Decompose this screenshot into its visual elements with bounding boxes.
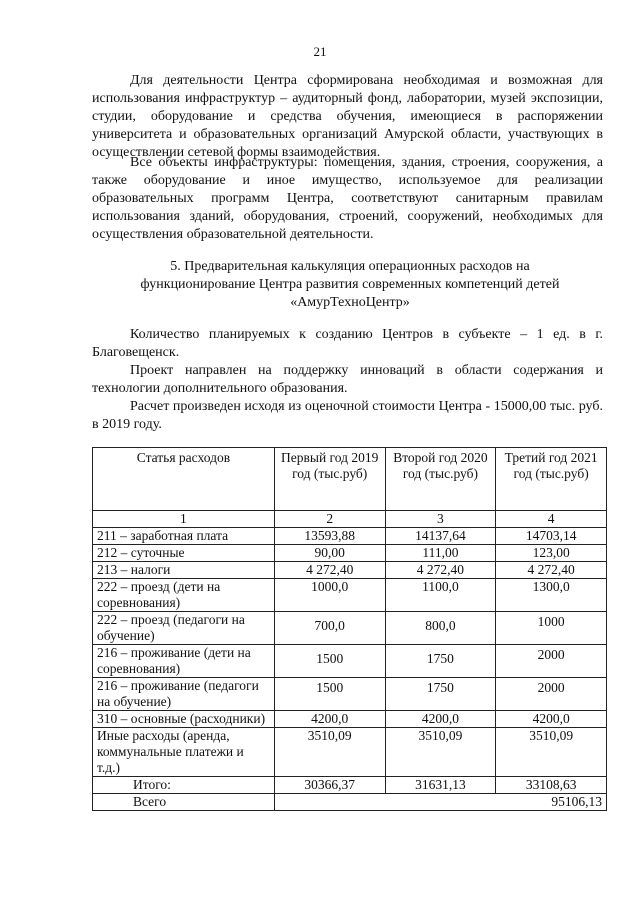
row-value-2019: 3510,09: [274, 728, 385, 777]
grand-total-value: 95106,13: [274, 794, 606, 811]
row-value-2021: 4 272,40: [496, 562, 607, 579]
header-year-2: Второй год 2020 год (тыс.руб): [385, 448, 496, 511]
table-row: [93, 678, 607, 711]
grand-total-row: [93, 794, 607, 811]
section-heading-line-2: функционирование Центра развития современных компетенций детей: [140, 277, 560, 292]
row-value-2021: 3510,09: [496, 728, 607, 777]
table-row: [93, 579, 607, 612]
row-value-2020: 3510,09: [385, 728, 496, 777]
row-item: 310 – основные (расходники): [93, 711, 275, 728]
row-value-2021: 14703,14: [496, 528, 607, 545]
column-number: 3: [385, 511, 496, 528]
row-value-2021: 1300,0: [496, 579, 607, 612]
header-year-1: Первый год 2019 год (тыс.руб): [274, 448, 385, 511]
table-header-row: [93, 448, 607, 511]
table-row: [93, 562, 607, 579]
row-value-2020: 4 272,40: [385, 562, 496, 579]
table-row: [93, 545, 607, 562]
row-value-2020: 1750: [385, 645, 496, 678]
grand-total-label: Всего: [93, 794, 275, 811]
row-value-2019: 4 272,40: [274, 562, 385, 579]
expenses-table: [92, 447, 607, 811]
table-row: [93, 728, 607, 777]
row-item: 211 – заработная плата: [93, 528, 275, 545]
row-value-2021: 123,00: [496, 545, 607, 562]
page-number: 21: [313, 44, 327, 59]
row-value-2019: 13593,88: [274, 528, 385, 545]
row-item: Иные расходы (аренда, коммунальные платежи и т.д.): [93, 728, 275, 777]
row-value-2020: 14137,64: [385, 528, 496, 545]
total-value-2021: 33108,63: [496, 777, 607, 794]
row-item: 216 – проживание (педагоги на обучение): [93, 678, 275, 711]
row-value-2020: 1750: [385, 678, 496, 711]
table-row: [93, 612, 607, 645]
row-item: 213 – налоги: [93, 562, 275, 579]
table-row: [93, 711, 607, 728]
total-value-2020: 31631,13: [385, 777, 496, 794]
table-row: [93, 645, 607, 678]
total-label: Итого:: [93, 777, 275, 794]
row-value-2021: 2000: [496, 645, 607, 678]
row-item: 222 – проезд (дети на соревнования): [93, 579, 275, 612]
paragraph-project-aim: Проект направлен на поддержку инноваций в области содержания и технологии дополнительного образования.: [92, 363, 603, 396]
paragraph-infrastructure: Для деятельности Центра сформирована необходимая и возможная для использования инфраструктур – аудиторный фонд, лаборатории, музей экспозиции, студии, оборудование и средства обучения, имеющиеся в распоряжении университета и образовательных организаций Амурской области, участвующих в осуществлении сетевой формы взаимодействия.: [92, 73, 603, 160]
row-value-2020: 4200,0: [385, 711, 496, 728]
paragraph-calculation: Расчет произведен исходя из оценочной стоимости Центра - 15000,00 тыс. руб. в 2019 году.: [92, 399, 603, 432]
column-number: 2: [274, 511, 385, 528]
paragraph-centers-count: Количество планируемых к созданию Центров в субъекте – 1 ед. в г. Благовещенск.: [92, 327, 603, 360]
row-item: 222 – проезд (педагоги на обучение): [93, 612, 275, 645]
column-number: 4: [496, 511, 607, 528]
header-item: Статья расходов: [93, 448, 275, 511]
row-value-2019: 4200,0: [274, 711, 385, 728]
column-number: 1: [93, 511, 275, 528]
paragraph-objects: Все объекты инфраструктуры: помещения, здания, строения, сооружения, а также оборудование и иное имущество, используемое для реализации образовательных программ Центра, соответствуют санитарным правилам использования зданий, оборудования, строений, сооружений, необходимых для осуществления образовательной деятельности.: [92, 155, 603, 242]
row-value-2020: 800,0: [385, 612, 496, 645]
table-row: [93, 528, 607, 545]
row-value-2020: 1100,0: [385, 579, 496, 612]
row-value-2019: 700,0: [274, 612, 385, 645]
row-value-2021: 4200,0: [496, 711, 607, 728]
row-value-2021: 2000: [496, 678, 607, 711]
row-item: 216 – проживание (дети на соревнования): [93, 645, 275, 678]
section-heading-line-1: 5. Предварительная калькуляция операционных расходов на: [170, 259, 530, 274]
header-year-3: Третий год 2021 год (тыс.руб): [496, 448, 607, 511]
row-value-2019: 1000,0: [274, 579, 385, 612]
row-value-2021: 1000: [496, 612, 607, 645]
column-number-row: [93, 511, 607, 528]
row-value-2020: 111,00: [385, 545, 496, 562]
row-value-2019: 1500: [274, 645, 385, 678]
total-row: [93, 777, 607, 794]
row-value-2019: 1500: [274, 678, 385, 711]
section-heading-line-3: «АмурТехноЦентр»: [290, 295, 410, 310]
total-value-2019: 30366,37: [274, 777, 385, 794]
row-item: 212 – суточные: [93, 545, 275, 562]
row-value-2019: 90,00: [274, 545, 385, 562]
